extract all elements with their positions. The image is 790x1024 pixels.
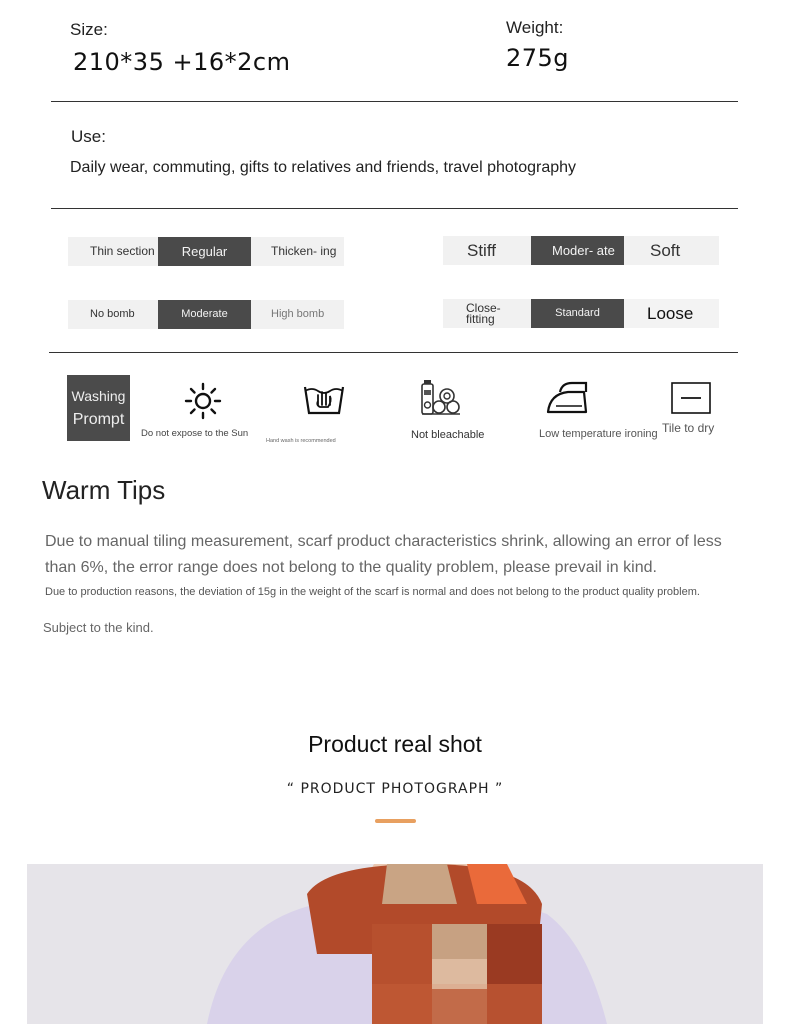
fit-option-loose: Loose bbox=[624, 299, 719, 328]
thickness-option-thickening: Thicken- ing bbox=[251, 237, 344, 266]
thickness-option-regular: Regular bbox=[158, 237, 251, 266]
use-label: Use: bbox=[71, 127, 106, 146]
divider bbox=[51, 101, 738, 102]
hand-wash-caption: Hand wash is recommended bbox=[266, 438, 336, 444]
bomb-option-high: High bomb bbox=[251, 300, 344, 329]
bleach-caption: Not bleachable bbox=[411, 429, 485, 441]
warm-tips-title: Warm Tips bbox=[42, 475, 166, 505]
weight-value: 275g bbox=[506, 44, 570, 72]
product-section-subtitle: “ PRODUCT PHOTOGRAPH ” bbox=[286, 781, 504, 797]
flat-dry-icon bbox=[671, 382, 711, 414]
washing-prompt-line2: Prompt bbox=[72, 411, 125, 428]
texture-option-soft: Soft bbox=[624, 236, 719, 265]
divider bbox=[49, 352, 738, 353]
fit-option-standard: Standard bbox=[531, 299, 624, 328]
warm-tips-paragraph: Due to production reasons, the deviation of 15g in the weight of the scarf is normal and does not belong to the product quality problem. bbox=[45, 586, 700, 598]
thickness-option-thin: Thin section bbox=[68, 237, 158, 266]
bomb-option-moderate: Moderate bbox=[158, 300, 251, 329]
size-value: 210*35 +16*2cm bbox=[73, 48, 291, 76]
sun-icon bbox=[184, 382, 222, 420]
product-photo bbox=[27, 864, 763, 1024]
bleach-icon bbox=[420, 378, 462, 416]
washing-prompt-line1: Washing bbox=[71, 388, 126, 404]
sun-caption: Do not expose to the Sun bbox=[141, 428, 249, 439]
iron-caption: Low temperature ironing bbox=[539, 428, 658, 440]
texture-option-moderate: Moder- ate bbox=[531, 236, 624, 265]
scarf-image bbox=[27, 864, 763, 1024]
divider bbox=[51, 208, 738, 209]
texture-option-stiff: Stiff bbox=[443, 236, 531, 265]
bomb-option-no-bomb: No bomb bbox=[68, 300, 158, 329]
washing-prompt-badge bbox=[67, 375, 130, 441]
fit-scale bbox=[443, 299, 719, 328]
flat-dry-caption: Tile to dry bbox=[662, 421, 715, 435]
accent-bar bbox=[375, 819, 416, 823]
weight-label: Weight: bbox=[506, 18, 564, 37]
use-value: Daily wear, commuting, gifts to relatives and friends, travel photography bbox=[70, 159, 577, 176]
iron-icon bbox=[546, 380, 590, 416]
product-section-title: Product real shot bbox=[308, 731, 482, 757]
bomb-scale bbox=[68, 300, 344, 329]
hand-wash-icon bbox=[302, 379, 346, 417]
warm-tips-paragraph: Subject to the kind. bbox=[43, 620, 154, 635]
fit-option-close: Close- fitting bbox=[443, 299, 531, 328]
texture-scale bbox=[443, 236, 719, 265]
thickness-scale bbox=[68, 237, 344, 266]
size-label: Size: bbox=[70, 20, 108, 39]
warm-tips-paragraph: Due to manual tiling measurement, scarf product characteristics shrink, allowing an error of less than 6%, the error range does not belong to the quality problem, please prevail in kind. bbox=[45, 533, 722, 576]
